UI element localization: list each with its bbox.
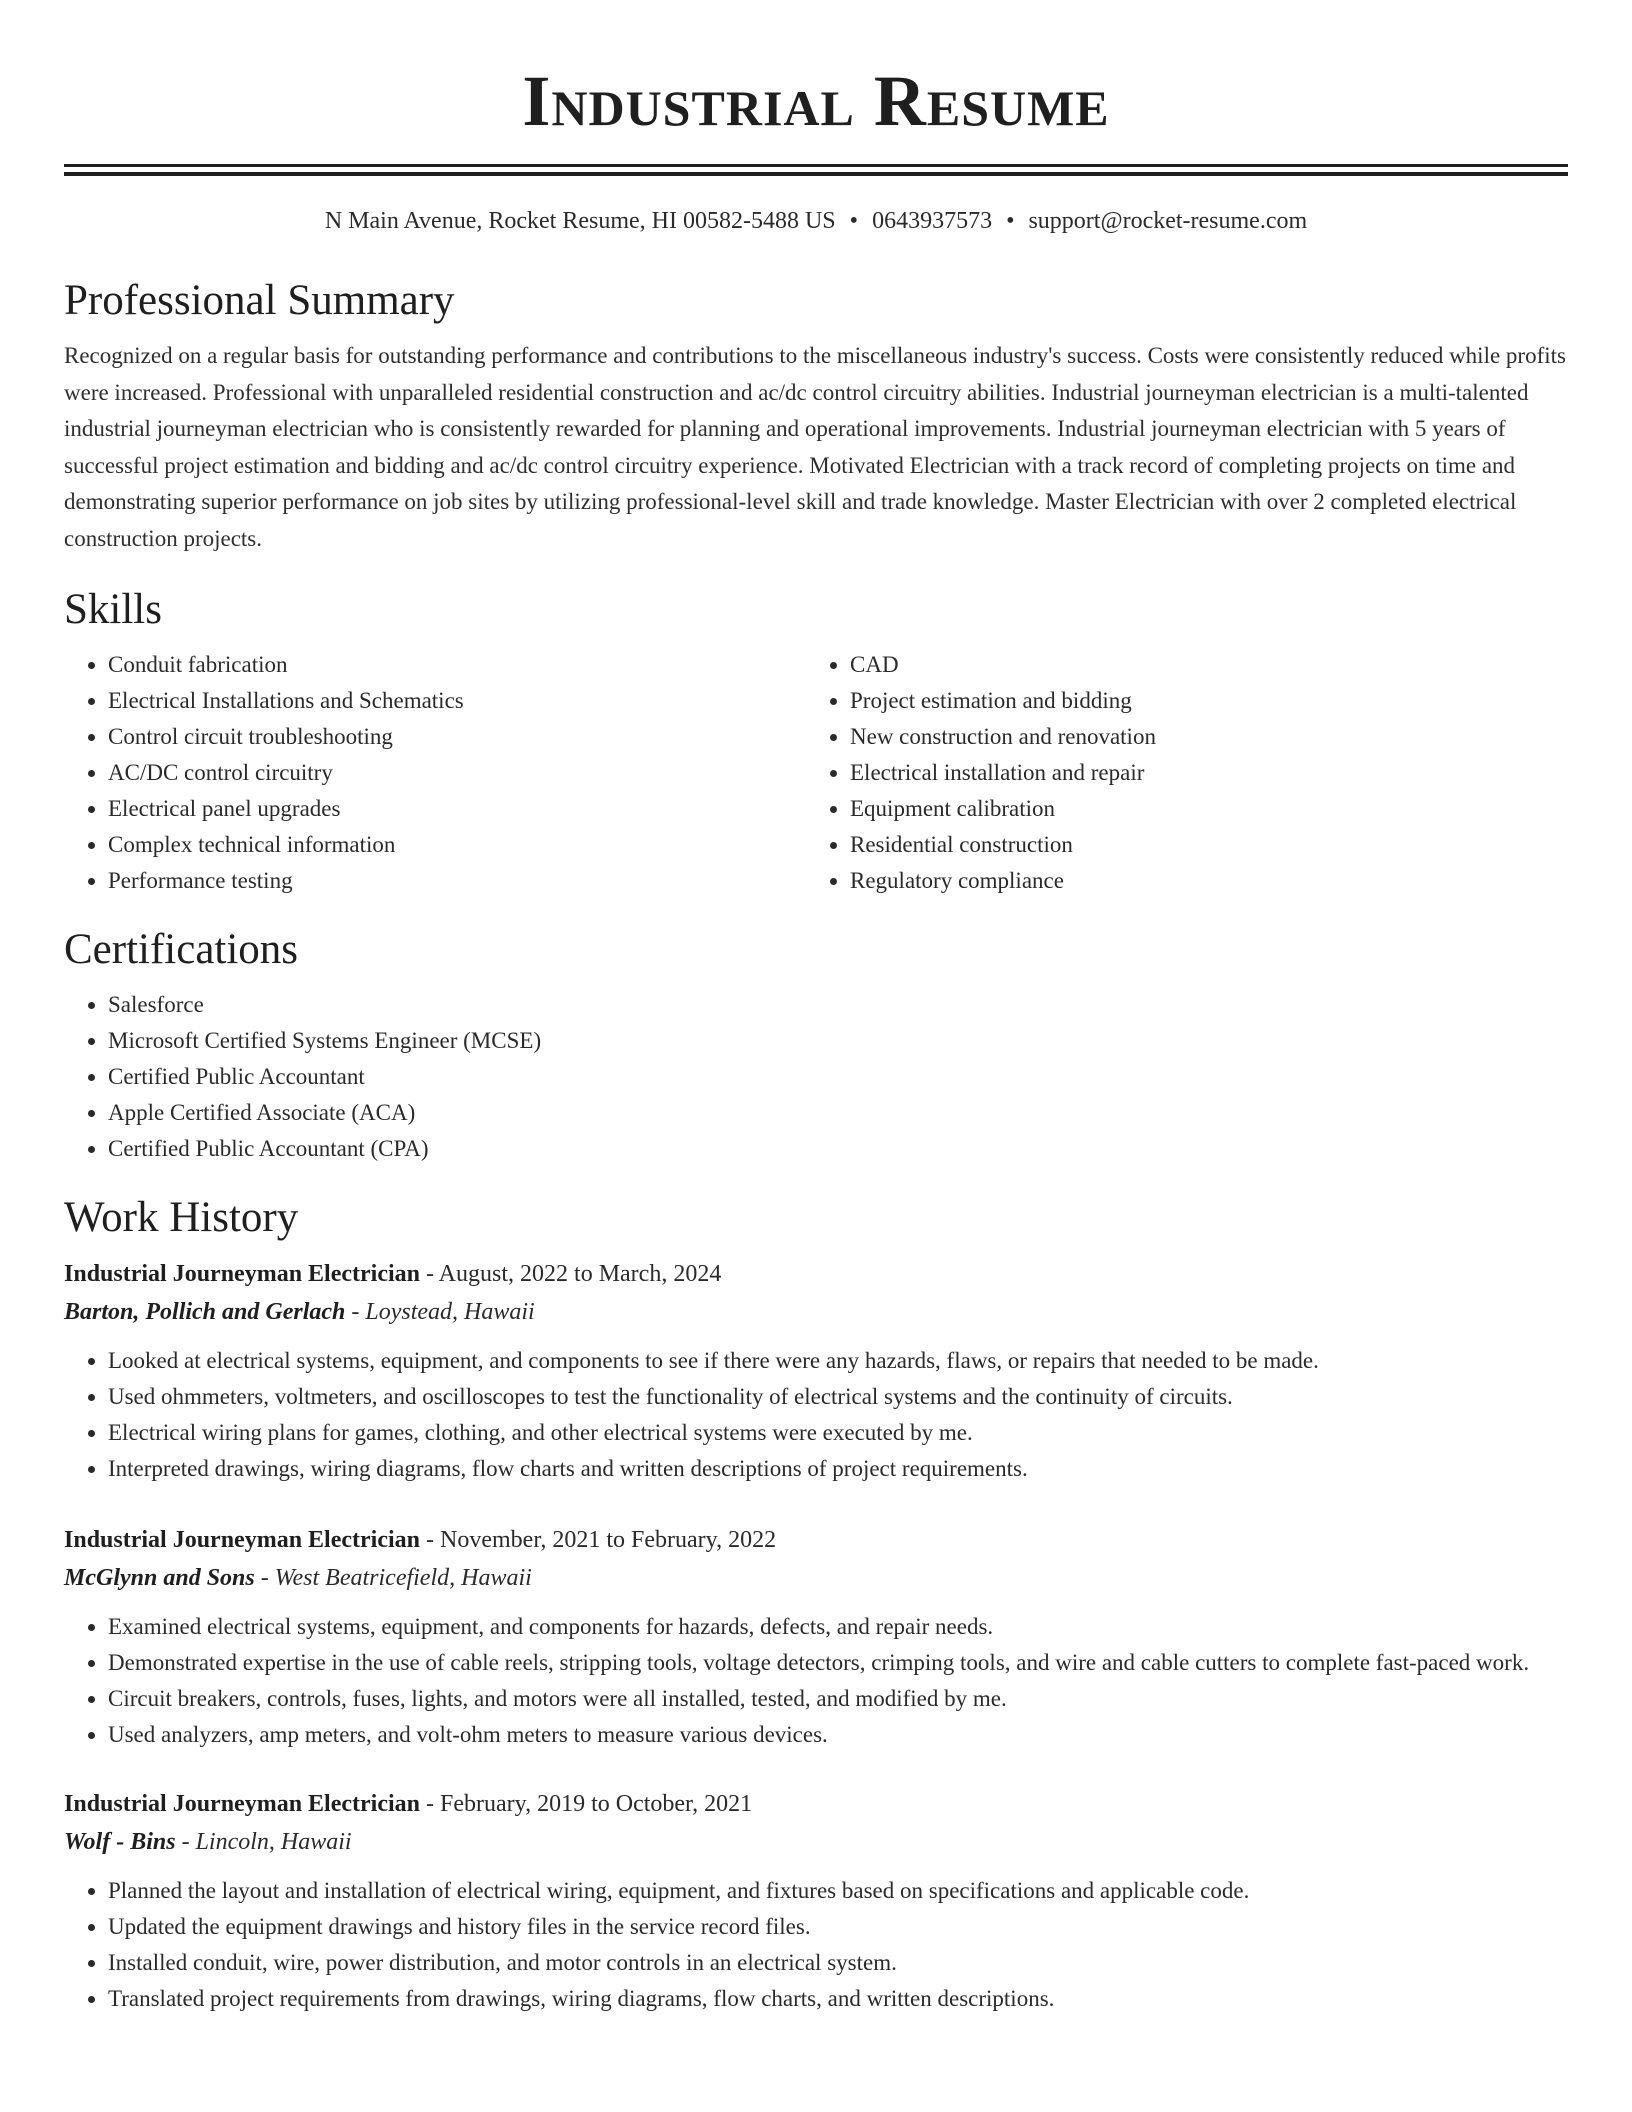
contact-phone: 0643937573 bbox=[872, 208, 993, 234]
skill-item: • CAD bbox=[850, 647, 1548, 683]
job-bullet: • Examined electrical systems, equipment, and components for hazards, defects, and repair needs. bbox=[108, 1609, 1568, 1645]
job-bullet: • Demonstrated expertise in the use of cable reels, stripping tools, voltage detectors, crimping tools, and wire and cable cutters to complete fast-paced work. bbox=[108, 1645, 1568, 1681]
skill-item: • New construction and renovation bbox=[850, 719, 1548, 755]
certifications-list bbox=[64, 987, 1568, 1167]
summary-text: Recognized on a regular basis for outstanding performance and contributions to the miscellaneous industry's success. Costs were consistently reduced while profits were increased. Professional with unparalleled residential construction and ac/dc control circuitry abilities. Industrial journeyman electrician is a multi-talented industrial journeyman electrician who is consistently rewarded for planning and operational improvements. Industrial journeyman electrician with 5 years of successful project estimation and bidding and ac/dc control circuitry experience. Motivated Electrician with a track record of completing projects on time and demonstrating superior performance on job sites by utilizing professional-level skill and trade knowledge. Master Electrician with over 2 completed electrical construction projects. bbox=[64, 343, 1566, 551]
title-divider bbox=[64, 164, 1568, 176]
job-company: Wolf - Bins bbox=[64, 1829, 176, 1855]
skill-item: • Equipment calibration bbox=[850, 791, 1548, 827]
skill-item: • Residential construction bbox=[850, 827, 1548, 863]
skill-item: • Electrical installation and repair bbox=[850, 755, 1548, 791]
job-bullet: • Translated project requirements from drawings, wiring diagrams, flow charts, and written descriptions. bbox=[108, 1981, 1568, 2017]
job-role: Industrial Journeyman Electrician bbox=[64, 1261, 421, 1287]
skill-item: • Complex technical information bbox=[108, 827, 806, 863]
skill-item: • Electrical panel upgrades bbox=[108, 791, 806, 827]
certification-item: • Salesforce bbox=[108, 987, 1568, 1023]
skill-item: • Performance testing bbox=[108, 863, 806, 899]
summary-heading: Professional Summary bbox=[64, 277, 455, 324]
job-company: McGlynn and Sons bbox=[64, 1565, 255, 1591]
resume-page bbox=[64, 0, 1568, 2017]
job-bullet: • Installed conduit, wire, power distribution, and motor controls in an electrical system. bbox=[108, 1945, 1568, 1981]
job-title-line bbox=[64, 1255, 1568, 1293]
job-bullet: • Used ohmmeters, voltmeters, and oscilloscopes to test the functionality of electrical systems and the continuity of circuits. bbox=[108, 1379, 1568, 1415]
skills-heading: Skills bbox=[64, 586, 162, 633]
job-location: - Lincoln, Hawaii bbox=[181, 1829, 352, 1855]
contact-separator: • bbox=[1006, 208, 1015, 234]
resume-title: Industrial Resume bbox=[522, 61, 1110, 141]
job-company: Barton, Pollich and Gerlach bbox=[64, 1299, 346, 1325]
certification-item: • Apple Certified Associate (ACA) bbox=[108, 1095, 1568, 1131]
job-dates: - August, 2022 to March, 2024 bbox=[426, 1261, 722, 1287]
job-bullets bbox=[64, 1609, 1568, 1753]
job-bullet: • Updated the equipment drawings and history files in the service record files. bbox=[108, 1909, 1568, 1945]
skills-left-column bbox=[64, 647, 806, 899]
job-role: Industrial Journeyman Electrician bbox=[64, 1791, 421, 1817]
contact-address: N Main Avenue, Rocket Resume, HI 00582-5488 US bbox=[324, 208, 836, 234]
certifications-heading: Certifications bbox=[64, 926, 299, 973]
job-bullet: • Used analyzers, amp meters, and volt-ohm meters to measure various devices. bbox=[108, 1717, 1568, 1753]
contact-line bbox=[64, 204, 1568, 238]
skill-item: • Control circuit troubleshooting bbox=[108, 719, 806, 755]
certification-item: • Certified Public Accountant bbox=[108, 1059, 1568, 1095]
job-role: Industrial Journeyman Electrician bbox=[64, 1527, 421, 1553]
job-entry bbox=[64, 1785, 1568, 2017]
job-bullet: • Looked at electrical systems, equipment, and components to see if there were any hazards, flaws, or repairs that needed to be made. bbox=[108, 1343, 1568, 1379]
contact-email: support@rocket-resume.com bbox=[1028, 208, 1308, 234]
job-dates: - November, 2021 to February, 2022 bbox=[426, 1527, 777, 1553]
skill-item: • Regulatory compliance bbox=[850, 863, 1548, 899]
skill-item: • Electrical Installations and Schematics bbox=[108, 683, 806, 719]
contact-separator: • bbox=[849, 208, 859, 234]
certification-item: • Certified Public Accountant (CPA) bbox=[108, 1131, 1568, 1167]
skills-right-list bbox=[806, 647, 1548, 899]
skill-item: • Project estimation and bidding bbox=[850, 683, 1548, 719]
skill-item: • AC/DC control circuitry bbox=[108, 755, 806, 791]
skill-item: • Conduit fabrication bbox=[108, 647, 806, 683]
job-entry bbox=[64, 1521, 1568, 1753]
skills-grid bbox=[64, 647, 1568, 899]
job-company-line bbox=[64, 1559, 1568, 1597]
job-location: - West Beatricefield, Hawaii bbox=[260, 1565, 532, 1591]
job-title-line bbox=[64, 1521, 1568, 1559]
job-company-line bbox=[64, 1823, 1568, 1861]
job-bullets bbox=[64, 1873, 1568, 2017]
skills-right-column bbox=[806, 647, 1548, 899]
job-bullet: • Interpreted drawings, wiring diagrams, flow charts and written descriptions of project requirements. bbox=[108, 1451, 1568, 1487]
certification-item: • Microsoft Certified Systems Engineer (MCSE) bbox=[108, 1023, 1568, 1059]
job-bullets bbox=[64, 1343, 1568, 1487]
job-bullet: • Planned the layout and installation of electrical wiring, equipment, and fixtures based on specifications and applicable code. bbox=[108, 1873, 1568, 1909]
job-company-line bbox=[64, 1293, 1568, 1331]
work-history-heading: Work History bbox=[64, 1194, 299, 1241]
job-bullet: • Circuit breakers, controls, fuses, lights, and motors were all installed, tested, and modified by me. bbox=[108, 1681, 1568, 1717]
job-title-line bbox=[64, 1785, 1568, 1823]
job-bullet: • Electrical wiring plans for games, clothing, and other electrical systems were executed by me. bbox=[108, 1415, 1568, 1451]
job-entry bbox=[64, 1255, 1568, 1487]
job-dates: - February, 2019 to October, 2021 bbox=[426, 1791, 753, 1817]
skills-left-list bbox=[64, 647, 806, 899]
job-location: - Loystead, Hawaii bbox=[351, 1299, 535, 1325]
